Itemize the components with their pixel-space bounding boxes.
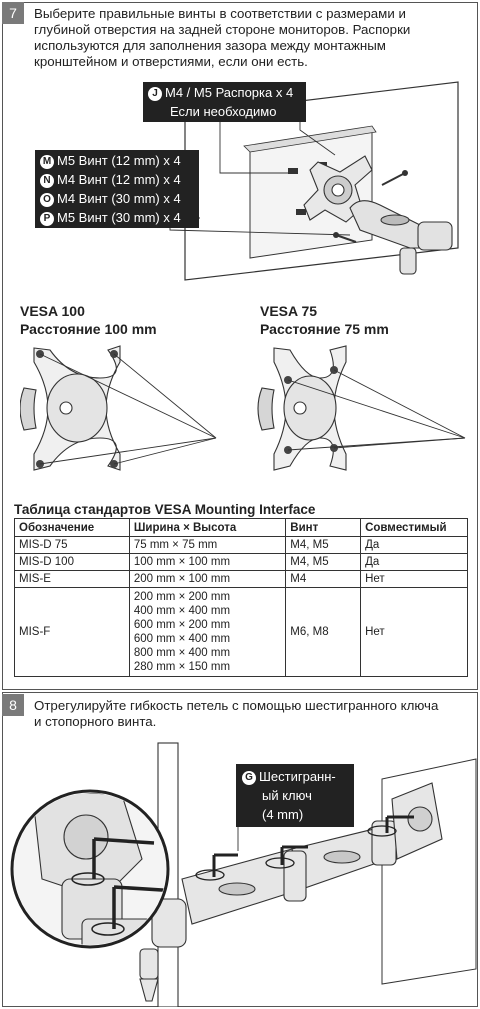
cell-size: 100 mm × 100 mm — [129, 554, 285, 571]
size-item: 200 mm × 200 mm — [133, 591, 231, 603]
table-row — [15, 588, 468, 677]
step-7-number: 7 — [2, 2, 24, 24]
vesa-100-diagram — [20, 338, 240, 488]
cell-screw: M4, M5 — [286, 537, 361, 554]
cell-size: 75 mm × 75 mm — [129, 537, 285, 554]
badge-m: M — [40, 155, 54, 169]
badge-j: J — [148, 87, 162, 101]
cell-screw: M4, M5 — [286, 554, 361, 571]
step-7-line-4: кронштейном и отверстиями, если они есть. — [34, 54, 308, 69]
hex-key-callout — [236, 764, 354, 827]
cell-compat: Да — [361, 537, 468, 554]
cell-screw: M4 — [286, 571, 361, 588]
size-item: 600 mm × 200 mm — [133, 619, 231, 631]
size-item: 400 mm × 400 mm — [133, 605, 231, 617]
step-8-instructions — [34, 698, 474, 730]
cell-name: MIS-F — [15, 588, 130, 677]
header-size: Ширина × Высота — [129, 519, 285, 537]
cell-size-list — [129, 588, 285, 677]
spacer-label: M4 / M5 Распорка x 4 — [165, 85, 294, 100]
vesa-100-title: VESA 100 — [20, 303, 85, 319]
table-row — [15, 537, 468, 554]
screw-m-label: M5 Винт (12 mm) x 4 — [57, 153, 181, 168]
screw-n-label: M4 Винт (12 mm) x 4 — [57, 172, 181, 187]
cell-compat: Нет — [361, 588, 468, 677]
size-item: 280 mm × 150 mm — [133, 661, 231, 673]
step-7-line-1: Выберите правильные винты в соответствии с размерами и — [34, 6, 406, 21]
table-row — [15, 571, 468, 588]
size-item: 800 mm × 400 mm — [133, 647, 231, 659]
cell-name: MIS-D 100 — [15, 554, 130, 571]
badge-p: P — [40, 212, 54, 226]
step-8-line-1: Отрегулируйте гибкость петель с помощью шестигранного ключа — [34, 698, 439, 713]
badge-o: O — [40, 193, 54, 207]
spacer-note: Если необходимо — [170, 104, 277, 119]
hex-key-label-1: Шестигранн- — [259, 769, 336, 784]
vesa-75-diagram — [250, 338, 475, 488]
step-7-line-2: глубиной отверстия на задней стороне мониторов. Распорки — [34, 22, 411, 37]
cell-name: MIS-E — [15, 571, 130, 588]
step-8-number: 8 — [2, 694, 24, 716]
step-8-line-2: и стопорного винта. — [34, 714, 157, 729]
table-row — [15, 554, 468, 571]
badge-n: N — [40, 174, 54, 188]
table-header-row — [15, 519, 468, 537]
step-7-line-3: используются для заполнения зазора между монтажным — [34, 38, 386, 53]
badge-g: G — [242, 771, 256, 785]
spacer-callout — [143, 82, 306, 122]
screw-p-label: M5 Винт (30 mm) x 4 — [57, 210, 181, 225]
vesa-100-subtitle: Расстояние 100 mm — [20, 321, 157, 337]
header-compatible: Совместимый — [361, 519, 468, 537]
cell-compat: Да — [361, 554, 468, 571]
header-screw: Винт — [286, 519, 361, 537]
header-designation: Обозначение — [15, 519, 130, 537]
vesa-100-label — [20, 302, 157, 338]
vesa-table-title: Таблица стандартов VESA Mounting Interface — [14, 502, 316, 517]
hex-key-label-2: ый ключ — [262, 788, 312, 803]
cell-size: 200 mm × 100 mm — [129, 571, 285, 588]
cell-name: MIS-D 75 — [15, 537, 130, 554]
step-7-instructions — [34, 6, 474, 70]
cell-compat: Нет — [361, 571, 468, 588]
vesa-75-subtitle: Расстояние 75 mm — [260, 321, 389, 337]
vesa-75-title: VESA 75 — [260, 303, 318, 319]
vesa-standards-table — [14, 518, 468, 677]
cell-screw: M6, M8 — [286, 588, 361, 677]
vesa-75-label — [260, 302, 389, 338]
size-item: 600 mm × 400 mm — [133, 633, 231, 645]
hex-key-size: (4 mm) — [262, 807, 304, 822]
screw-o-label: M4 Винт (30 mm) x 4 — [57, 191, 181, 206]
screw-callout — [35, 150, 199, 228]
